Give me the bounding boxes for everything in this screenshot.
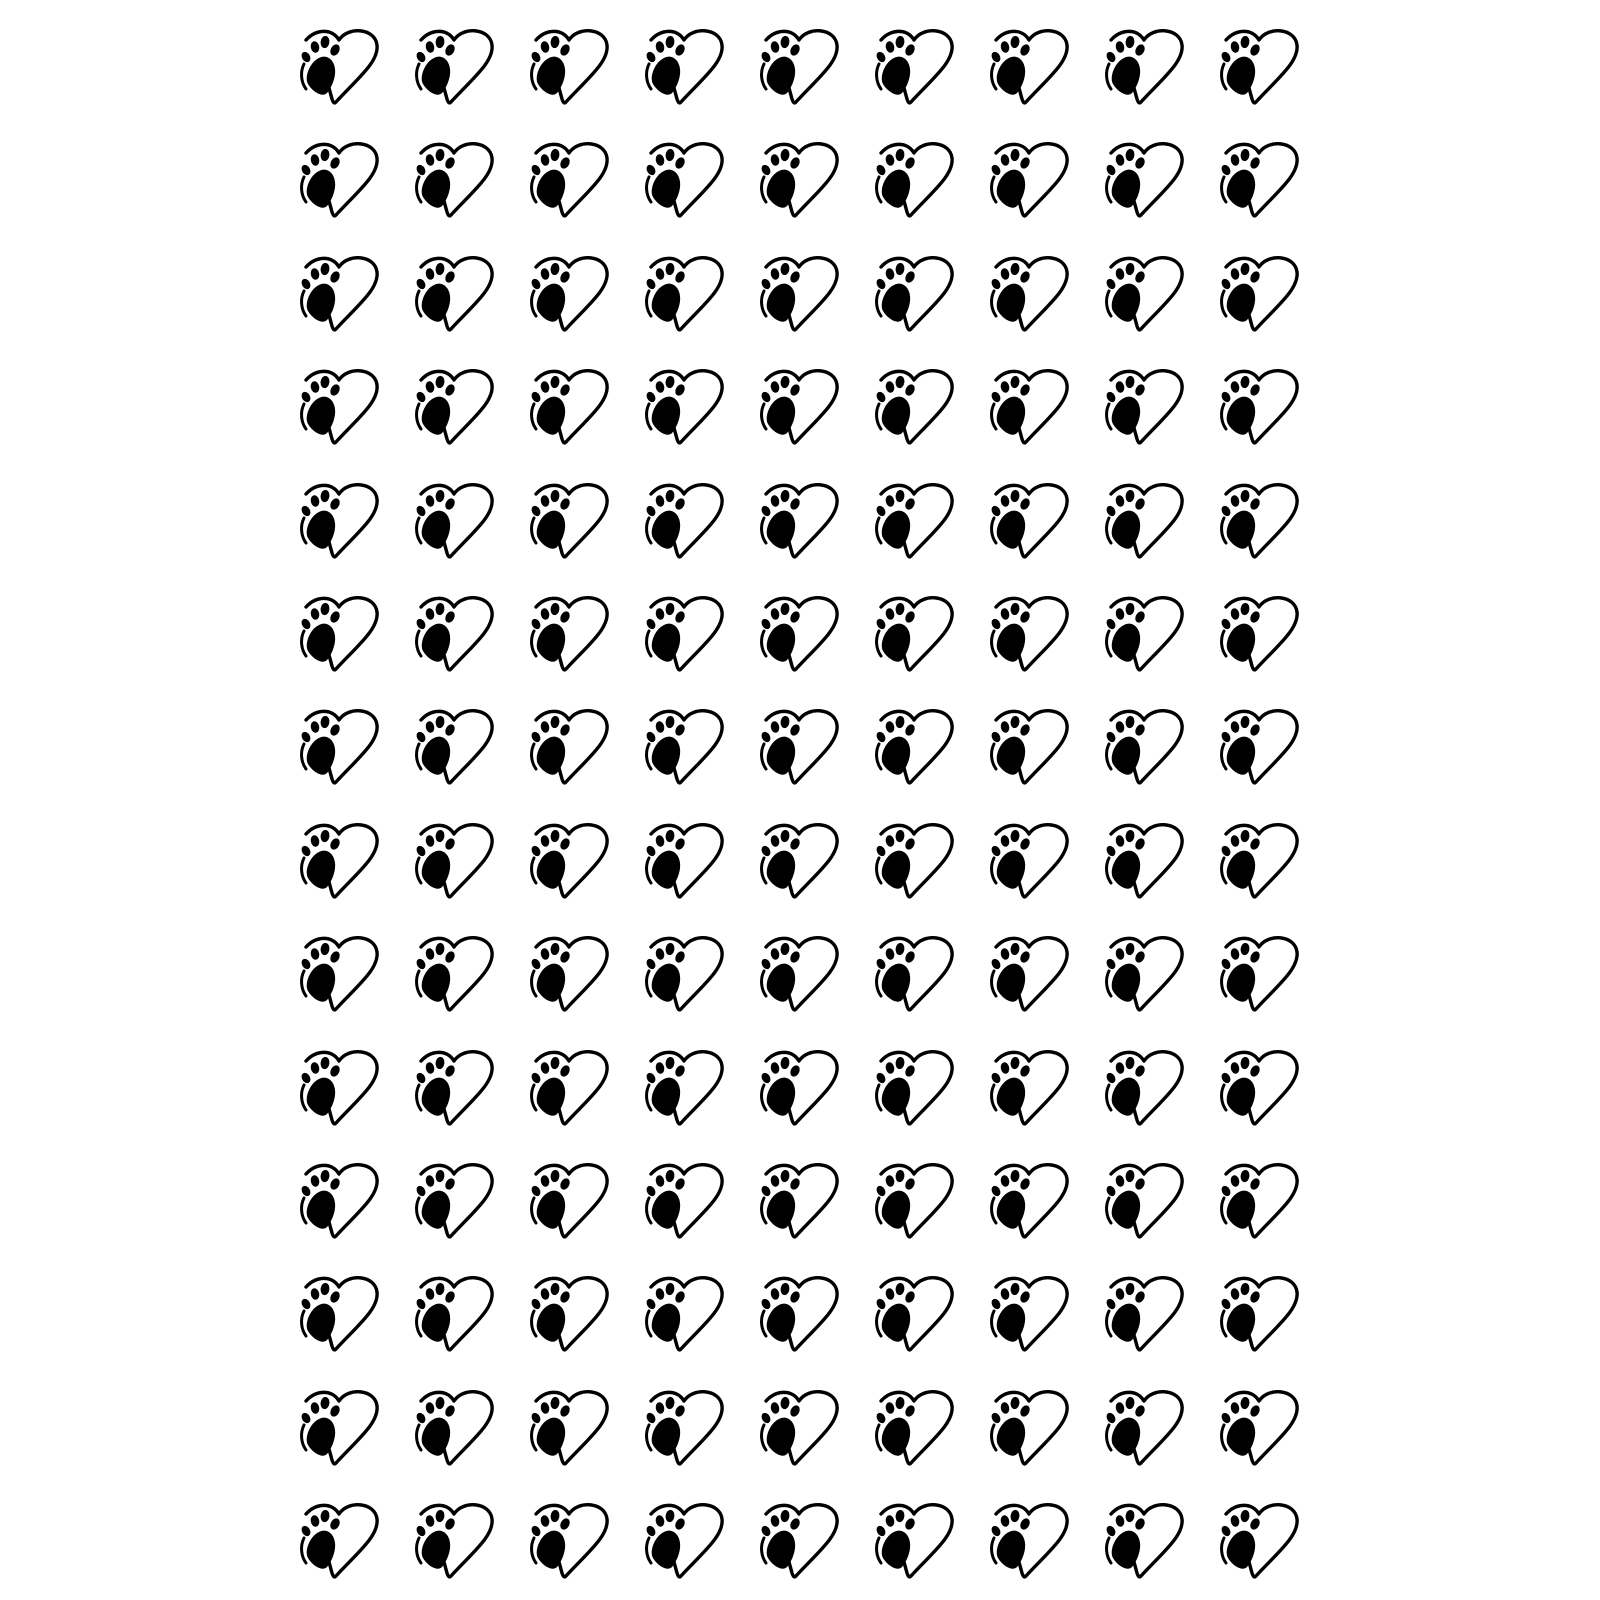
paw-heart-icon — [1101, 364, 1187, 448]
paw-heart-icon — [756, 137, 842, 221]
paw-heart-icon — [296, 1385, 382, 1469]
paw-heart-icon — [526, 137, 612, 221]
paw-heart-icon — [526, 24, 612, 108]
paw-heart-icon — [641, 704, 727, 788]
paw-heart-icon — [1101, 1271, 1187, 1355]
paw-heart-icon — [1216, 1498, 1302, 1582]
paw-heart-icon — [296, 1271, 382, 1355]
paw-heart-icon — [871, 478, 957, 562]
paw-heart-icon — [641, 931, 727, 1015]
paw-heart-icon — [1101, 591, 1187, 675]
paw-heart-icon — [1101, 818, 1187, 902]
paw-heart-icon — [641, 137, 727, 221]
paw-heart-icon — [871, 251, 957, 335]
paw-heart-icon — [756, 24, 842, 108]
paw-heart-icon — [756, 704, 842, 788]
paw-heart-icon — [296, 137, 382, 221]
paw-heart-icon — [411, 251, 497, 335]
paw-heart-icon — [1101, 931, 1187, 1015]
paw-heart-icon — [871, 591, 957, 675]
paw-heart-icon — [296, 591, 382, 675]
paw-heart-icon — [986, 1498, 1072, 1582]
paw-heart-icon — [411, 591, 497, 675]
paw-heart-icon — [1216, 704, 1302, 788]
paw-heart-grid — [296, 24, 1280, 1576]
paw-heart-icon — [986, 1385, 1072, 1469]
paw-heart-icon — [1216, 251, 1302, 335]
paw-heart-icon — [756, 591, 842, 675]
paw-heart-icon — [986, 1045, 1072, 1129]
paw-heart-icon — [526, 1271, 612, 1355]
paw-heart-icon — [641, 591, 727, 675]
paw-heart-icon — [986, 704, 1072, 788]
paw-heart-icon — [871, 24, 957, 108]
paw-heart-icon — [526, 1158, 612, 1242]
paw-heart-icon — [756, 478, 842, 562]
paw-heart-icon — [756, 1158, 842, 1242]
paw-heart-icon — [871, 704, 957, 788]
paw-heart-icon — [986, 1158, 1072, 1242]
paw-heart-icon — [1101, 251, 1187, 335]
paw-heart-icon — [641, 1045, 727, 1129]
paw-heart-icon — [756, 931, 842, 1015]
paw-heart-icon — [641, 364, 727, 448]
paw-heart-icon — [986, 251, 1072, 335]
paw-heart-icon — [871, 1385, 957, 1469]
paw-heart-icon — [526, 364, 612, 448]
paw-heart-icon — [756, 1045, 842, 1129]
paw-heart-icon — [526, 1045, 612, 1129]
paw-heart-icon — [1216, 1045, 1302, 1129]
paw-heart-icon — [641, 1385, 727, 1469]
paw-heart-icon — [526, 1498, 612, 1582]
paw-heart-icon — [871, 1271, 957, 1355]
paw-heart-icon — [296, 704, 382, 788]
paw-heart-icon — [411, 24, 497, 108]
paw-heart-icon — [986, 24, 1072, 108]
paw-heart-icon — [871, 364, 957, 448]
paw-heart-icon — [871, 137, 957, 221]
paw-heart-icon — [756, 1498, 842, 1582]
paw-heart-icon — [296, 931, 382, 1015]
paw-heart-icon — [296, 478, 382, 562]
paw-heart-icon — [986, 591, 1072, 675]
paw-heart-icon — [1216, 478, 1302, 562]
paw-heart-icon — [296, 1158, 382, 1242]
paw-heart-icon — [526, 591, 612, 675]
paw-heart-icon — [1101, 478, 1187, 562]
paw-heart-icon — [1216, 1271, 1302, 1355]
paw-heart-icon — [986, 818, 1072, 902]
paw-heart-icon — [411, 478, 497, 562]
paw-heart-icon — [756, 1385, 842, 1469]
paw-heart-icon — [1216, 364, 1302, 448]
paw-heart-icon — [526, 251, 612, 335]
paw-heart-icon — [1216, 1385, 1302, 1469]
paw-heart-icon — [1101, 704, 1187, 788]
paw-heart-icon — [1216, 24, 1302, 108]
paw-heart-icon — [1216, 137, 1302, 221]
paw-heart-icon — [526, 931, 612, 1015]
paw-heart-icon — [871, 818, 957, 902]
paw-heart-icon — [641, 251, 727, 335]
paw-heart-icon — [296, 364, 382, 448]
paw-heart-icon — [526, 478, 612, 562]
paw-heart-icon — [986, 1271, 1072, 1355]
paw-heart-icon — [296, 1498, 382, 1582]
paw-heart-icon — [411, 818, 497, 902]
paw-heart-icon — [411, 704, 497, 788]
paw-heart-icon — [526, 1385, 612, 1469]
paw-heart-icon — [641, 818, 727, 902]
paw-heart-icon — [296, 1045, 382, 1129]
paw-heart-icon — [526, 704, 612, 788]
paw-heart-icon — [641, 1271, 727, 1355]
paw-heart-icon — [411, 931, 497, 1015]
paw-heart-icon — [1216, 818, 1302, 902]
paw-heart-icon — [1101, 1158, 1187, 1242]
paw-heart-icon — [641, 1158, 727, 1242]
paw-heart-icon — [756, 364, 842, 448]
paw-heart-icon — [986, 478, 1072, 562]
paw-heart-icon — [1216, 931, 1302, 1015]
paw-heart-icon — [986, 137, 1072, 221]
paw-heart-icon — [411, 137, 497, 221]
paw-heart-icon — [1101, 1498, 1187, 1582]
paw-heart-icon — [296, 818, 382, 902]
paw-heart-icon — [296, 24, 382, 108]
paw-heart-icon — [296, 251, 382, 335]
paw-heart-icon — [411, 1498, 497, 1582]
paw-heart-icon — [871, 1158, 957, 1242]
paw-heart-icon — [641, 1498, 727, 1582]
paw-heart-icon — [641, 24, 727, 108]
paw-heart-icon — [641, 478, 727, 562]
paw-heart-icon — [411, 1158, 497, 1242]
paw-heart-icon — [871, 1045, 957, 1129]
paw-heart-icon — [871, 931, 957, 1015]
paw-heart-icon — [756, 1271, 842, 1355]
paw-heart-icon — [1216, 591, 1302, 675]
paw-heart-icon — [871, 1498, 957, 1582]
paw-heart-icon — [411, 364, 497, 448]
paw-heart-icon — [411, 1385, 497, 1469]
paw-heart-icon — [411, 1045, 497, 1129]
paw-heart-icon — [1101, 137, 1187, 221]
paw-heart-icon — [1101, 1385, 1187, 1469]
paw-heart-icon — [526, 818, 612, 902]
paw-heart-icon — [986, 364, 1072, 448]
paw-heart-icon — [986, 931, 1072, 1015]
paw-heart-icon — [1101, 1045, 1187, 1129]
paw-heart-icon — [1216, 1158, 1302, 1242]
paw-heart-icon — [1101, 24, 1187, 108]
paw-heart-icon — [756, 251, 842, 335]
paw-heart-icon — [756, 818, 842, 902]
paw-heart-icon — [411, 1271, 497, 1355]
